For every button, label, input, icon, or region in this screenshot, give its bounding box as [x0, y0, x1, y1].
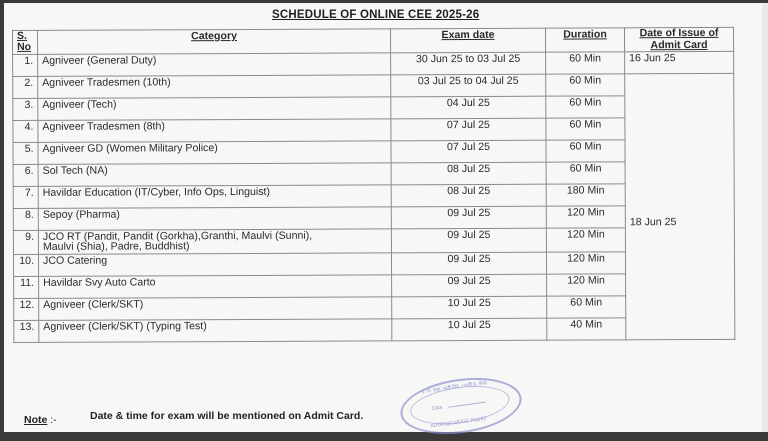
document-page: [4, 3, 762, 432]
header-sno: [13, 30, 38, 54]
note-text: Date & time for exam will be mentioned on Admit Card.: [90, 410, 364, 422]
schedule-table: [12, 27, 735, 343]
header-admit-line1: Date of Issue of: [639, 26, 719, 40]
cell-duration: 120 Min: [546, 252, 625, 274]
admit-card-date-text: 18 Jun 25: [629, 216, 677, 229]
cell-duration: 40 Min: [547, 318, 626, 340]
cell-admit-card-date-merged: [625, 73, 735, 339]
cell-exam-date: 07 Jul 25: [391, 118, 546, 141]
stamp-bottom-text: ADGRtg(Cell)/GC RtgHQ: [430, 415, 487, 430]
cell-category: Sol Tech (NA): [38, 163, 391, 187]
cell-duration: 120 Min: [547, 274, 626, 296]
cell-exam-date: 10 Jul 25: [392, 318, 547, 341]
cell-sno: 3.: [13, 98, 38, 120]
cell-category: Sepoy (Pharma): [38, 207, 391, 231]
cell-category: Agniveer Tradesmen (8th): [38, 119, 391, 143]
cell-duration: 120 Min: [546, 228, 625, 252]
cell-sno: 2.: [13, 76, 38, 98]
document-title: SCHEDULE OF ONLINE CEE 2025-26: [272, 9, 480, 21]
cell-duration: 60 Min: [546, 96, 625, 118]
note-label: Note: [24, 414, 48, 426]
header-sno-line2: No: [17, 40, 32, 53]
official-stamp: [397, 371, 525, 441]
cell-duration: 60 Min: [546, 74, 625, 96]
note: [24, 410, 364, 426]
cell-category: Agniveer GD (Women Military Police): [38, 141, 391, 165]
page-edge: [762, 3, 768, 432]
header-sno-line1: S.: [16, 29, 27, 42]
note-separator: :-: [47, 414, 57, 426]
cell-duration: 60 Min: [546, 118, 625, 140]
header-admit-line2: Admit Card: [650, 38, 708, 51]
cell-exam-date: 08 Jul 25: [391, 162, 546, 185]
cell-exam-date: 04 Jul 25: [391, 96, 546, 119]
cell-category: Agniveer (Tech): [38, 97, 391, 121]
cell-exam-date: 09 Jul 25: [391, 228, 546, 253]
cell-duration: 60 Min: [546, 162, 625, 184]
cell-category: Agniveer (General Duty): [38, 53, 391, 77]
table-row: [13, 73, 734, 98]
header-exam-date: Exam date: [390, 28, 545, 53]
cell-category: JCO Catering: [38, 253, 391, 277]
cell-category: Agniveer (Clerk/SKT) (Typing Test): [39, 319, 392, 343]
cell-category: [38, 229, 391, 255]
cell-duration: 60 Min: [546, 52, 625, 74]
category-line-1: JCO RT (Pandit, Pandit (Gorkha),Granthi, Maulvi (Sunni),: [42, 229, 313, 243]
cell-sno: 12.: [14, 298, 39, 320]
cell-exam-date: 09 Jul 25: [391, 252, 546, 275]
header-admit-card: [624, 27, 733, 51]
cell-admit-card-date: 16 Jun 25: [625, 51, 734, 73]
cell-sno: 7.: [13, 186, 38, 208]
cell-sno: 5.: [13, 142, 38, 164]
cell-category: Havildar Svy Auto Carto: [39, 275, 392, 299]
cell-exam-date: 10 Jul 25: [392, 296, 547, 319]
header-category: Category: [38, 29, 391, 55]
cell-exam-date: 08 Jul 25: [391, 184, 546, 207]
cell-sno: 9.: [13, 230, 38, 254]
cell-sno: 10.: [13, 254, 38, 276]
stamp-date-label: Date: [431, 404, 444, 413]
cell-sno: 1.: [13, 54, 38, 76]
cell-exam-date: 09 Jul 25: [391, 206, 546, 229]
cell-exam-date: 07 Jul 25: [391, 140, 546, 163]
cell-duration: 180 Min: [546, 184, 625, 206]
cell-sno: 13.: [14, 320, 39, 342]
cell-exam-date: 09 Jul 25: [392, 274, 547, 297]
cell-category: Agniveer (Clerk/SKT): [39, 297, 392, 321]
cell-category: Havildar Education (IT/Cyber, Info Ops, Linguist): [38, 185, 391, 209]
cell-category: Agniveer Tradesmen (10th): [38, 75, 391, 99]
cell-exam-date: 03 Jul 25 to 04 Jul 25: [391, 74, 546, 97]
cell-sno: 11.: [14, 276, 39, 298]
cell-duration: 60 Min: [546, 140, 625, 162]
cell-sno: 4.: [13, 120, 38, 142]
header-duration: Duration: [545, 28, 624, 52]
cell-duration: 60 Min: [547, 296, 626, 318]
cell-duration: 120 Min: [546, 206, 625, 228]
table-header-row: [13, 27, 734, 54]
cell-exam-date: 30 Jun 25 to 03 Jul 25: [391, 52, 546, 75]
cell-sno: 8.: [13, 208, 38, 230]
category-line-2: Maulvi (Shia), Padre, Buddhist): [42, 240, 190, 253]
table-row: [13, 51, 734, 76]
cell-sno: 6.: [13, 164, 38, 186]
stamp-top-text: द. ले. सहा. भर्ती निदे. / भर्ती प्र. केन्द्र: [421, 380, 488, 396]
